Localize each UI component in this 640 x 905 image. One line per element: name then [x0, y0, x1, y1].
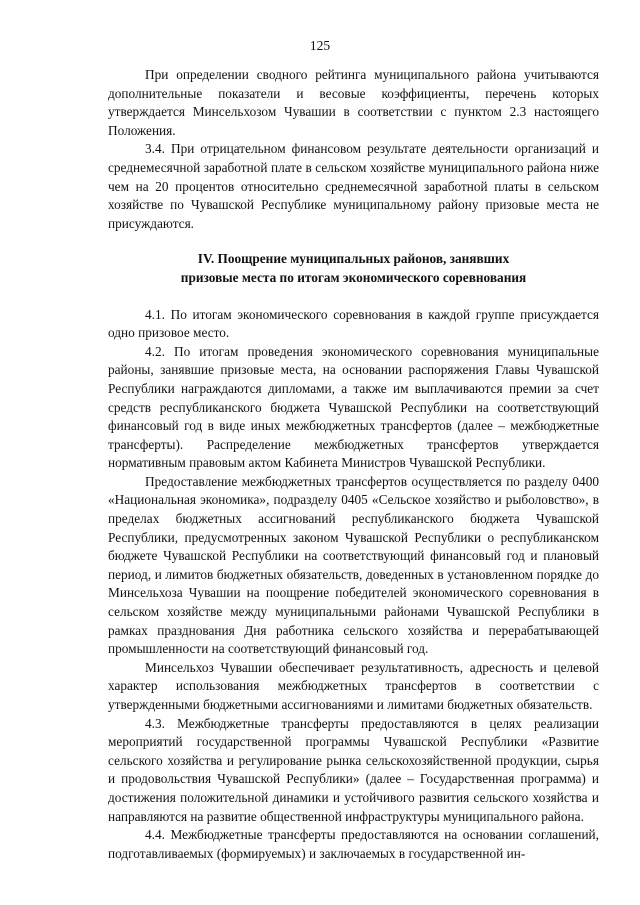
- paragraph-4-3: 4.3. Межбюджетные трансферты предоставляются в целях реализации мероприятий государственной программы Чувашской Республики «Развитие сельского хозяйства и регулирование рынка сельскохозяйственной продукции, сырья и продовольствия Чувашской Республики» (далее – Государственная программа) и достижения положительной динамики и устойчивого развития сельского хозяйства и направляются на развитие общественной инфраструктуры муниципального района.: [108, 715, 599, 824]
- paragraph-ministry-responsibility: Минсельхоз Чувашии обеспечивает результативность, адресность и целевой характер использования межбюджетных трансфертов в соответствии с утвержденными бюджетными ассигнованиями и лимитами бюджетных обязательств.: [108, 659, 599, 712]
- section-heading: [108, 250, 599, 287]
- paragraph-4-1: 4.1. По итогам экономического соревнования в каждой группе присуждается одно призовое место.: [108, 306, 599, 341]
- paragraph-4-2: 4.2. По итогам проведения экономического соревнования муниципальные районы, занявшие призовые места, на основании распоряжения Главы Чувашской Республики награждаются дипломами, а также им выплачиваются премии за счет средств республиканского бюджета Чувашской Республики на соответствующий финансовый год в виде иных межбюджетных трансфертов (далее – межбюджетные трансферты). Распределение межбюджетных трансфертов утверждается нормативным правовым актом Кабинета Министров Чувашской Республики.: [108, 343, 599, 471]
- paragraph-3-4: 3.4. При отрицательном финансовом результате деятельности организаций и среднемесячной заработной плате в сельском хозяйстве муниципального района ниже чем на 20 процентов относительно среднемесячной заработной платы в сельском хозяйстве по Чувашской Республике муниципальному району призовые места не присуждаются.: [108, 141, 599, 231]
- section-heading-line-2: призовые места по итогам экономического соревнования: [180, 269, 527, 285]
- page-number: 125: [309, 38, 331, 53]
- paragraph-transfers-provision: Предоставление межбюджетных трансфертов осуществляется по разделу 0400 «Национальная экономика», подразделу 0405 «Сельское хозяйство и рыболовство», в пределах бюджетных ассигнований республиканского бюджета Чувашской Республики, предусмотренных законом Чувашской Республики о республиканском бюджете Чувашской Республики на соответствующий финансовый год и плановый период, и лимитов бюджетных обязательств, доведенных в установленном порядке до Минсельхоза Чувашии на поощрение победителей экономического соревнования в сельском хозяйстве между муниципальными районами Чувашской Республики в рамках празднования Дня работника сельского хозяйства и перерабатывающей промышленности на соответствующий финансовый год.: [108, 473, 599, 657]
- paragraph-4-4: 4.4. Межбюджетные трансферты предоставляются на основании соглашений, подготавливаемых (формируемых) и заключаемых в государственной ин-: [108, 827, 599, 861]
- section-heading-line-1: IV. Поощрение муниципальных районов, занявших: [197, 251, 510, 267]
- document-body: [108, 66, 599, 863]
- paragraph-rating-indicators: При определении сводного рейтинга муниципального района учитываются дополнительные показатели и весовые коэффициенты, перечень которых утверждается Минсельхозом Чувашии в соответствии с пунктом 2.3 настоящего Положения.: [108, 67, 599, 138]
